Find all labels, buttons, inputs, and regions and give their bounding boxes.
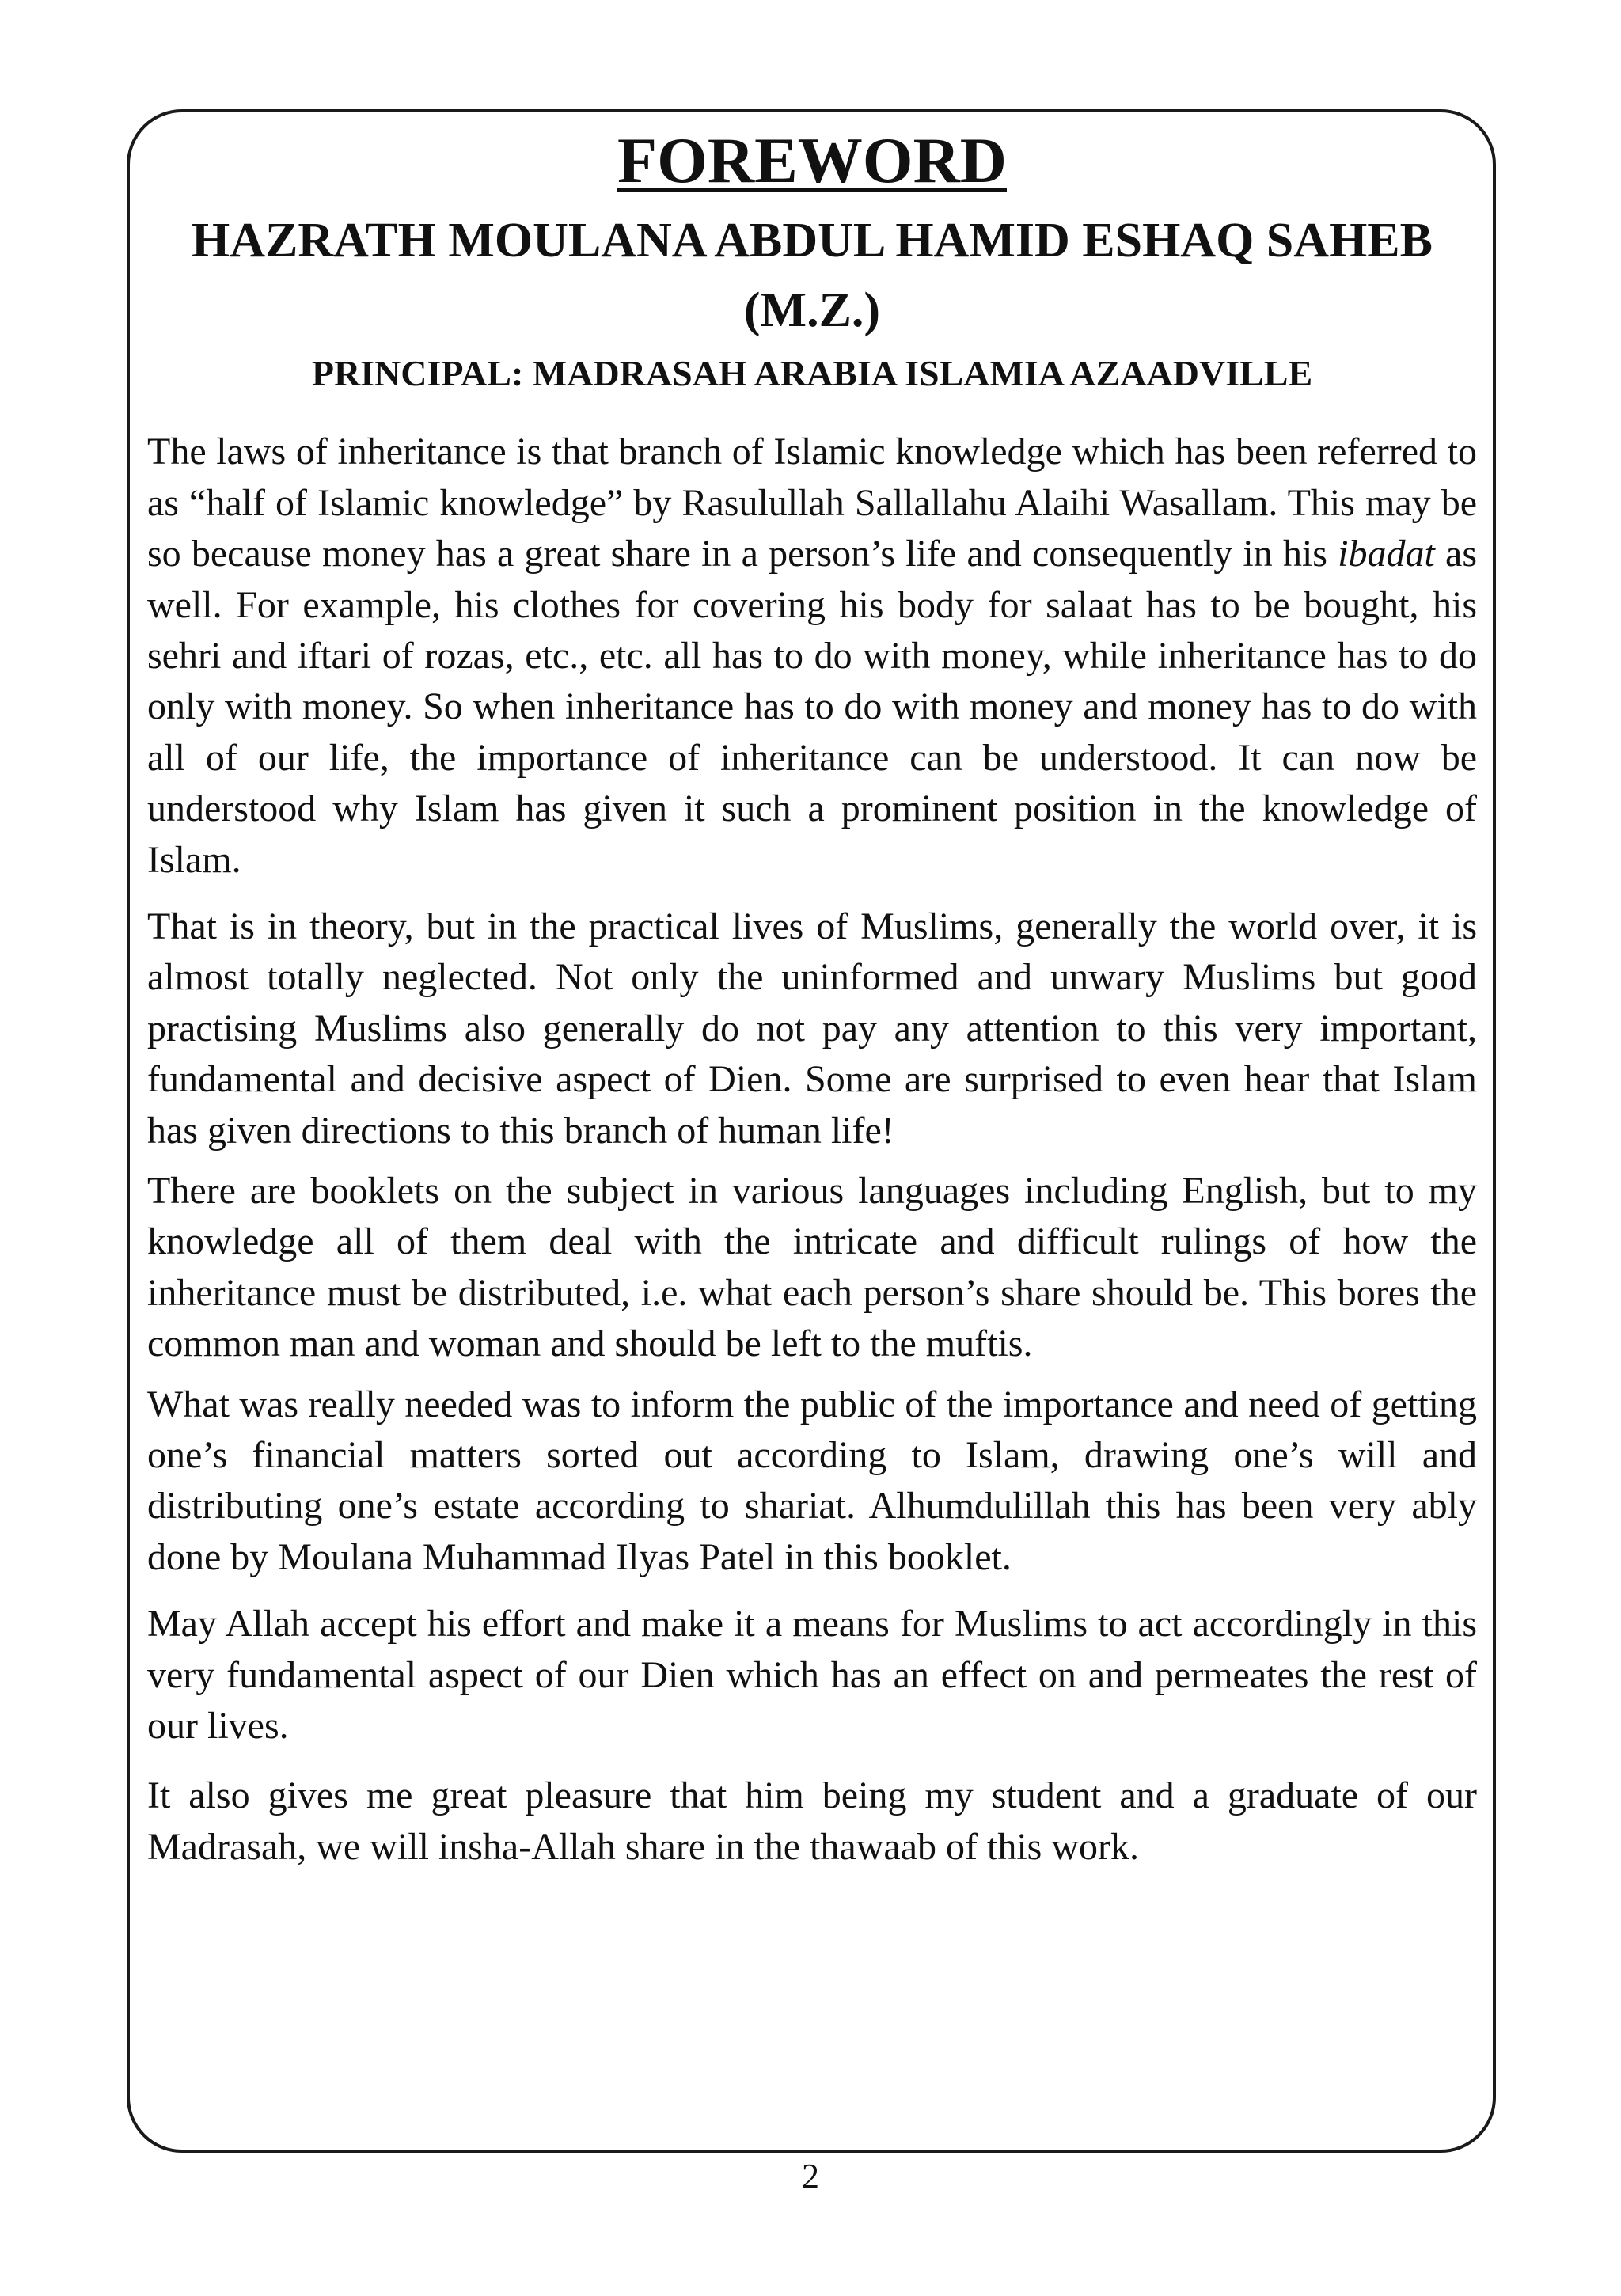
paragraph-3: There are booklets on the subject in various languages including English, but to my knowledge all of them deal with the intricate and difficult rulings of how the inheritance must be distributed, i.e. what each person’s share should be. This bores the common man and woman and should be left to the muftis. [147,1169,1477,1365]
author-name: HAZRATH MOULANA ABDUL HAMID ESHAQ SAHEB (M.Z.) [191,214,1433,338]
page-title: FOREWORD [617,124,1007,196]
paragraph-5: May Allah accept his effort and make it a means for Muslims to act accordingly in this very fundamental aspect of our Dien which has an effect on and permeates the rest of our lives. [147,1603,1477,1748]
paragraph-4: What was really needed was to inform the public of the importance and need of getting one’s financial matters sorted out according to Islam, drawing one’s will and distributing one’s estate according to shariat. Alhumdulillah this has been very ably done by Moulana Muhammad Ilyas Patel in this booklet. [147,1383,1477,1578]
foreword-content [147,124,1478,1873]
author-position: PRINCIPAL: MADRASAH ARABIA ISLAMIA AZAADVILLE [311,353,1313,394]
paragraph-1 [147,427,1477,886]
foreword-body [147,427,1477,1873]
paragraph-2: That is in theory, but in the practical lives of Muslims, generally the world over, it is almost totally neglected. Not only the uninformed and unwary Muslims but good practising Muslims also generally do not pay any attention to this very important, fundamental and decisive aspect of Dien. Some are surprised to even hear that Islam has given directions to this branch of human life! [147,905,1477,1152]
paragraph-1-italic-term: ibadat [1338,533,1435,575]
paragraph-1-text-b: as well. For example, his clothes for covering his body for salaat has to be bought, his sehri and iftari of rozas, etc., etc. all has to do with money, while inheritance has to do only with money. So when inheritance has to do with money and money has to do with all of our life, the importance of inheritance can be understood. It can now be understood why Islam has given it such a prominent position in the knowledge of Islam. [147,533,1478,881]
paragraph-6: It also gives me great pleasure that him being my student and a graduate of our Madrasah, we will insha-Allah share in the thawaab of this work. [147,1774,1477,1868]
paragraph-1-text-a: The laws of inheritance is that branch of Islamic knowledge which has been referred to as “half of Islamic knowledge” by Rasulullah Sallallahu Alaihi Wasallam. This may be so because money has a great share in a person’s life and consequently in his [147,431,1477,575]
page-number: 2 [802,2157,819,2195]
